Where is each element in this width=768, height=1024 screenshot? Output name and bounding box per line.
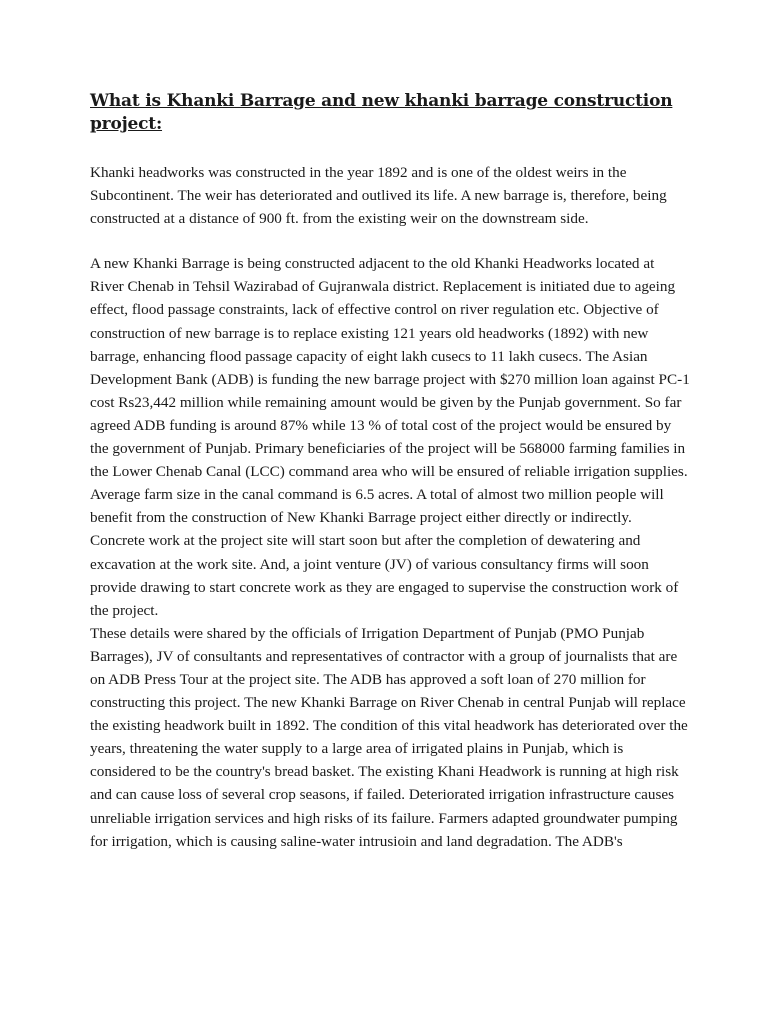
paragraph-1: Khanki headworks was constructed in the year 1892 and is one of the oldest weirs in the Subcontinent. The weir has deteriorated and outlived its life. A new barrage is, therefore, being constructed at a distance of 900 ft. from the existing weir on the downstream side.	[90, 164, 667, 228]
document-title: What is Khanki Barrage and new khanki barrage construction project:	[90, 91, 673, 134]
paragraph-3: These details were shared by the officials of Irrigation Department of Punjab (PMO Punjab Barrages), JV of consultants and representatives of contractor with a group of journalists that are on ADB Press Tour at the project site. The ADB has approved a soft loan of 270 million for constructing this project. The new Khanki Barrage on River Chenab in central Punjab will replace the existing headwork built in 1892. The condition of this vital headwork has deteriorated over the years, threatening the water supply to a large area of irrigated plains in Punjab, which is considered to be the country's bread basket. The existing Khani Headwork is running at high risk and can cause loss of several crop seasons, if failed. Deteriorated irrigation infrastructure causes unreliable irrigation services and high risks of its failure. Farmers adapted groundwater pumping for irrigation, which is causing saline-water intrusioin and land degradation. The ADB's	[90, 624, 688, 850]
document-page	[90, 90, 690, 853]
paragraph-2: A new Khanki Barrage is being constructed adjacent to the old Khanki Headworks located at River Chenab in Tehsil Wazirabad of Gujranwala district. Replacement is initiated due to ageing effect, flood passage constraints, lack of effective control on river regulation etc. Objective of construction of new barrage is to replace existing 121 years old headworks (1892) with new barrage, enhancing flood passage capacity of eight lakh cusecs to 11 lakh cusecs. The Asian Development Bank (ADB) is funding the new barrage project with $270 million loan against PC-1 cost Rs23,442 million while remaining amount would be given by the Punjab government. So far agreed ADB funding is around 87% while 13 % of total cost of the project would be ensured by the government of Punjab. Primary beneficiaries of the project will be 568000 farming families in the Lower Chenab Canal (LCC) command area who will be ensured of reliable irrigation supplies. Average farm size in the canal command is 6.5 acres. A total of almost two million people will benefit from the construction of New Khanki Barrage project either directly or indirectly. Concrete work at the project site will start soon but after the completion of dewatering and excavation at the work site. And, a joint venture (JV) of various consultancy firms will soon provide drawing to start concrete work as they are engaged to supervise the construction work of the project.	[90, 255, 690, 619]
